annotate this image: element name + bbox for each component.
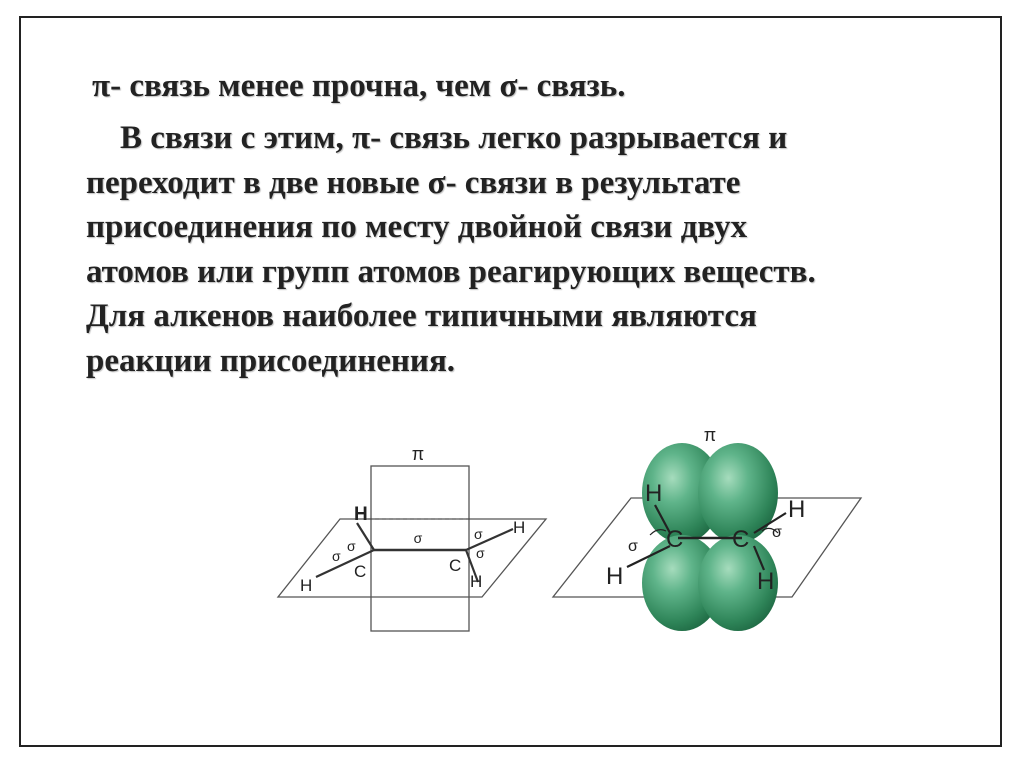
atom-H-label: H xyxy=(606,563,624,590)
sigma-label: σ xyxy=(413,530,423,546)
sigma-pi-bond-diagram xyxy=(278,444,546,631)
atom-H-label: H xyxy=(470,572,483,591)
atom-H-label: H xyxy=(788,496,806,523)
atom-C-label: C xyxy=(732,526,750,553)
sigma-label: σ xyxy=(628,538,638,555)
sigma-label: σ xyxy=(474,526,483,542)
sigma-label: σ xyxy=(332,548,341,564)
atom-C-label: C xyxy=(666,526,684,553)
pi-label: π xyxy=(411,444,425,464)
paragraph-line-3: присоединения по месту двойной связи двух xyxy=(86,209,748,245)
paragraph-line-2: переходит в две новые σ- связи в результате xyxy=(86,164,741,201)
explanation-paragraph xyxy=(86,116,986,383)
atom-H-label: H xyxy=(300,576,313,595)
paragraph-line-4: атомов или групп атомов реагирующих веществ. xyxy=(86,253,816,290)
sigma-label: σ xyxy=(347,538,356,554)
orbital-overlap-diagram xyxy=(553,425,861,631)
atom-H-label: H xyxy=(354,504,368,525)
atom-H-label: H xyxy=(757,568,775,595)
sigma-label: σ xyxy=(772,524,782,541)
paragraph-line-1: В связи с этим, π- связь легко разрывается и xyxy=(120,120,788,156)
atom-C-label: C xyxy=(449,556,462,575)
atom-C-label: C xyxy=(354,562,367,581)
paragraph-line-5: Для алкенов наиболее типичными являются xyxy=(86,298,757,334)
atom-H-label: H xyxy=(645,480,663,507)
statement-line: π- связь менее прочна, чем σ- связь. xyxy=(92,68,626,104)
pi-plane xyxy=(371,466,469,631)
pi-label: π xyxy=(703,425,717,445)
sigma-plane xyxy=(278,519,546,597)
sigma-label: σ xyxy=(476,545,485,561)
paragraph-line-6: реакции присоединения. xyxy=(86,342,456,379)
atom-H-label: H xyxy=(513,518,526,537)
double-bond-diagrams xyxy=(270,425,890,650)
